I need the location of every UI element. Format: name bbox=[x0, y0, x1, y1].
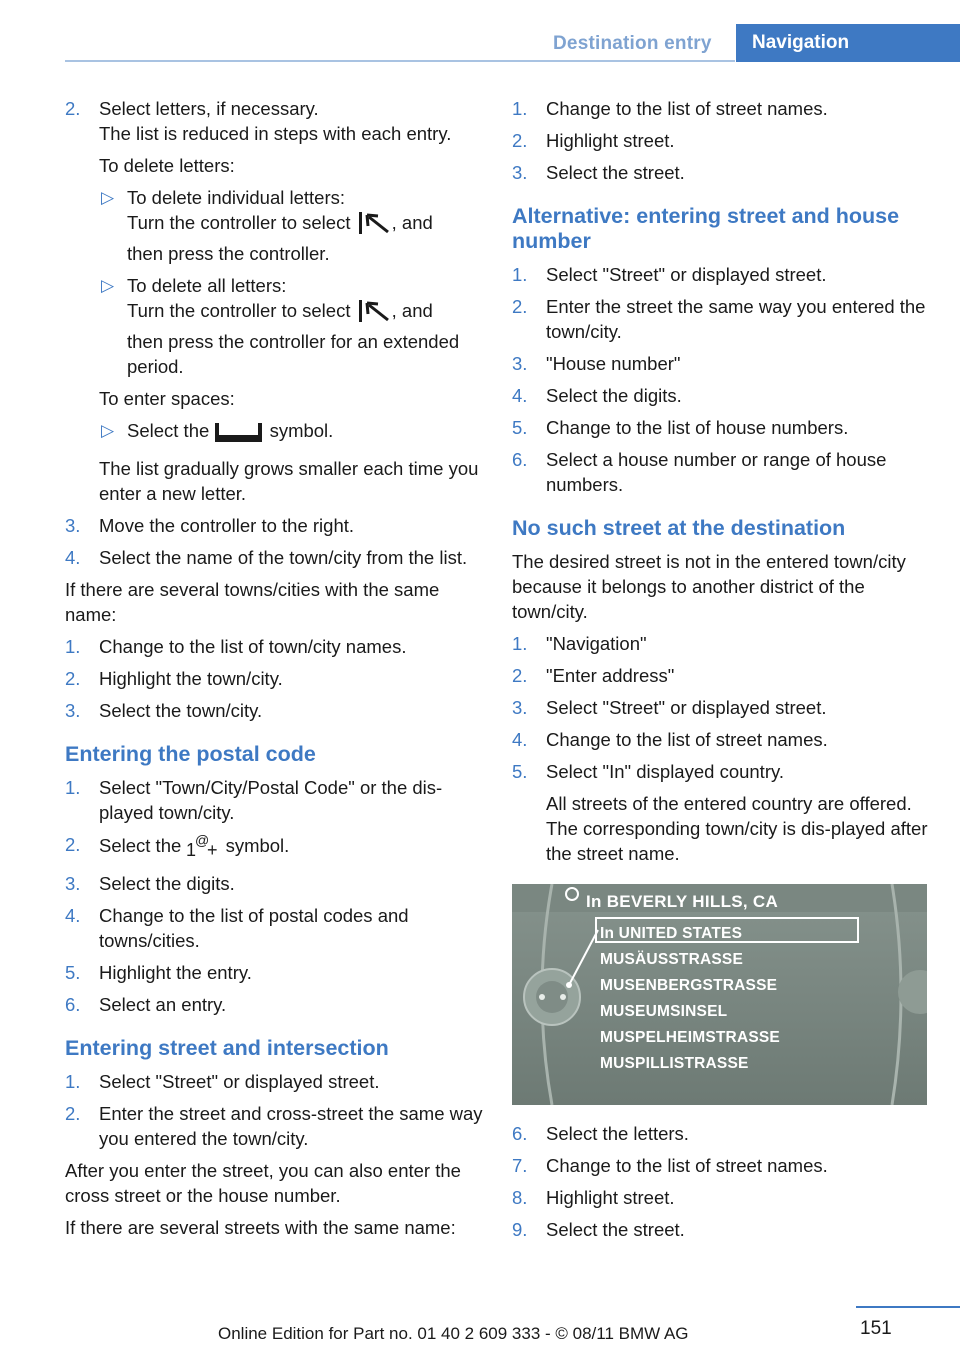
nosuch-steps-list bbox=[512, 631, 932, 784]
step-item bbox=[512, 447, 932, 497]
bullet-text: Turn the controller to select bbox=[127, 300, 351, 321]
step-number: 2. bbox=[65, 668, 81, 689]
left-column bbox=[65, 96, 485, 1247]
step-item bbox=[512, 383, 932, 408]
town-steps-list bbox=[65, 634, 485, 723]
step-number: 1. bbox=[65, 636, 81, 657]
step-text: Select the letters. bbox=[546, 1123, 689, 1144]
backspace-arrow-icon bbox=[356, 299, 392, 329]
step-number: 4. bbox=[512, 385, 528, 406]
step-text: The list is reduced in steps with each entry. bbox=[99, 123, 452, 144]
triangle-bullet-icon: ▷ bbox=[101, 421, 115, 440]
final-steps-list bbox=[512, 1121, 932, 1242]
step-number: 3. bbox=[512, 697, 528, 718]
svg-text:@: @ bbox=[195, 832, 210, 848]
triangle-bullet-icon: ▷ bbox=[101, 276, 115, 295]
step-text: Select the town/city. bbox=[99, 700, 263, 721]
step-text: Change to the list of town/city names. bbox=[99, 636, 407, 657]
footer-edition: Online Edition for Part no. 01 40 2 609 333 - © 08/11 BMW AG bbox=[218, 1324, 689, 1343]
step-number: 5. bbox=[512, 417, 528, 438]
step-number: 3. bbox=[65, 873, 81, 894]
step-text: Change to the list of house numbers. bbox=[546, 417, 849, 438]
step-item bbox=[512, 128, 932, 153]
right-column bbox=[512, 96, 932, 1249]
screen-list-row: In UNITED STATES bbox=[600, 925, 743, 942]
step-item bbox=[512, 351, 932, 376]
step-item bbox=[65, 775, 485, 825]
svg-text:1: 1 bbox=[186, 840, 197, 858]
step-item bbox=[65, 992, 485, 1017]
step-number: 2. bbox=[65, 834, 81, 855]
step-text: Select the bbox=[99, 835, 182, 856]
step-text: Select the street. bbox=[546, 162, 685, 183]
footer-rule bbox=[856, 1306, 960, 1308]
step-text: Change to the list of street names. bbox=[546, 729, 828, 750]
screen-list-row: MUSPILLISTRASSE bbox=[600, 1055, 749, 1072]
step-text: Select letters, if necessary. bbox=[99, 98, 319, 119]
step-item bbox=[65, 871, 485, 896]
screen-title: In BEVERLY HILLS, CA bbox=[586, 892, 779, 911]
step-text: Select the digits. bbox=[546, 385, 682, 406]
step-number: 9. bbox=[512, 1219, 528, 1240]
step-number: 8. bbox=[512, 1187, 528, 1208]
bullet-item bbox=[99, 185, 485, 266]
step-item bbox=[512, 759, 932, 784]
bullet-text: Turn the controller to select bbox=[127, 212, 351, 233]
street-steps-list bbox=[512, 96, 932, 185]
step-number: 2. bbox=[512, 296, 528, 317]
grows-note: The list gradually grows smaller each time you enter a new letter. bbox=[99, 458, 479, 504]
step-item bbox=[65, 1069, 485, 1094]
bullet-text: , and bbox=[391, 212, 433, 233]
screen-list-row: MUSEUMSINSEL bbox=[600, 1003, 728, 1020]
idrive-screen-image bbox=[512, 884, 927, 1105]
spaces-intro: To enter spaces: bbox=[99, 388, 235, 409]
step-item bbox=[512, 96, 932, 121]
header-chapter-label: Navigation bbox=[752, 32, 850, 53]
step-text: "House number" bbox=[546, 353, 681, 374]
step-number: 7. bbox=[512, 1155, 528, 1176]
step-item bbox=[512, 695, 932, 720]
step-item bbox=[512, 631, 932, 656]
step-text: Select a house number or range of house numbers. bbox=[546, 449, 887, 495]
space-bar-icon bbox=[214, 421, 264, 449]
step-number: 1. bbox=[512, 264, 528, 285]
step-item bbox=[65, 545, 485, 570]
step-number: 6. bbox=[512, 449, 528, 470]
screen-street-list bbox=[600, 921, 780, 1077]
step-item bbox=[512, 262, 932, 287]
screen-list-row: MUSENBERGSTRASSE bbox=[600, 977, 778, 994]
step-text: "Enter address" bbox=[546, 665, 675, 686]
step-text: Enter the street the same way you entered the town/city. bbox=[546, 296, 926, 342]
no-such-street-text: The desired street is not in the entered town/city because it belongs to another district of the town/city. bbox=[512, 551, 906, 622]
no-such-street-heading: No such street at the destination bbox=[512, 516, 846, 540]
step-number: 3. bbox=[65, 515, 81, 536]
step-item bbox=[65, 832, 485, 864]
step-text: Highlight the entry. bbox=[99, 962, 252, 983]
step-number: 4. bbox=[65, 547, 81, 568]
backspace-arrow-icon bbox=[356, 211, 392, 241]
step-text: symbol. bbox=[225, 835, 290, 856]
step-text: Move the controller to the right. bbox=[99, 515, 355, 536]
step-item bbox=[512, 1185, 932, 1210]
header-chapter-tab bbox=[736, 24, 960, 62]
step-number: 2. bbox=[65, 98, 81, 119]
svg-text:+: + bbox=[207, 840, 218, 858]
step-number: 6. bbox=[65, 994, 81, 1015]
step-text: Select an entry. bbox=[99, 994, 227, 1015]
step-item bbox=[512, 160, 932, 185]
step-item bbox=[65, 698, 485, 723]
step-number: 6. bbox=[512, 1123, 528, 1144]
step-text: Change to the list of postal codes and towns/cities. bbox=[99, 905, 409, 951]
step-text: Select "Street" or displayed street. bbox=[546, 697, 827, 718]
step-text: Change to the list of street names. bbox=[546, 98, 828, 119]
alternative-heading: Alternative: entering street and house number bbox=[512, 204, 900, 253]
step-item bbox=[512, 294, 932, 344]
bullet-text: then press the controller. bbox=[127, 243, 330, 264]
step-item bbox=[512, 1121, 932, 1146]
step-number: 3. bbox=[512, 162, 528, 183]
step-number: 5. bbox=[65, 962, 81, 983]
postal-steps-list bbox=[65, 871, 485, 1017]
step-item bbox=[512, 1153, 932, 1178]
step-text: Change to the list of street names. bbox=[546, 1155, 828, 1176]
step-item bbox=[65, 634, 485, 659]
intersection-steps-list bbox=[65, 1069, 485, 1151]
step-text: Select "In" displayed country. bbox=[546, 761, 784, 782]
step-text: Highlight the town/city. bbox=[99, 668, 283, 689]
bullet-text: Select the bbox=[127, 420, 210, 441]
step-number: 2. bbox=[512, 665, 528, 686]
step-number: 1. bbox=[512, 633, 528, 654]
several-streets-note: If there are several streets with the same name: bbox=[65, 1217, 456, 1238]
step-item bbox=[65, 96, 485, 146]
page-number: 151 bbox=[860, 1318, 892, 1339]
all-streets-note: All streets of the entered country are offered. The corresponding town/city is dis-played after the street name. bbox=[546, 793, 928, 864]
several-towns-note: If there are several towns/cities with the same name: bbox=[65, 579, 440, 625]
step-number: 4. bbox=[512, 729, 528, 750]
step-text: "Navigation" bbox=[546, 633, 647, 654]
step-item bbox=[512, 727, 932, 752]
step-item bbox=[65, 903, 485, 953]
postal-code-heading: Entering the postal code bbox=[65, 742, 316, 766]
step-text: Select "Town/City/Postal Code" or the dis-played town/city. bbox=[99, 777, 443, 823]
step-number: 1. bbox=[65, 777, 81, 798]
step-number: 1. bbox=[512, 98, 528, 119]
step-number: 1. bbox=[65, 1071, 81, 1092]
step-item bbox=[65, 1101, 485, 1151]
step-text: Enter the street and cross-street the same way you entered the town/city. bbox=[99, 1103, 483, 1149]
step-text: Highlight street. bbox=[546, 130, 675, 151]
intersection-heading: Entering street and intersection bbox=[65, 1036, 389, 1060]
step-number: 3. bbox=[512, 353, 528, 374]
bullet-text: To delete all letters: bbox=[127, 275, 287, 296]
numeric-symbols-icon bbox=[186, 832, 220, 864]
step-item bbox=[65, 666, 485, 691]
step-number: 5. bbox=[512, 761, 528, 782]
screen-list-row: MUSPELHEIMSTRASSE bbox=[600, 1029, 780, 1046]
step-item bbox=[512, 1217, 932, 1242]
bullet-item bbox=[99, 273, 485, 379]
delete-intro: To delete letters: bbox=[99, 155, 235, 176]
bullet-text: To delete individual letters: bbox=[127, 187, 346, 208]
alt-steps-list bbox=[512, 262, 932, 497]
bullet-item bbox=[99, 418, 485, 449]
step-item bbox=[65, 960, 485, 985]
step-item bbox=[512, 415, 932, 440]
step-item bbox=[65, 513, 485, 538]
triangle-bullet-icon: ▷ bbox=[101, 188, 115, 207]
bullet-text: symbol. bbox=[269, 420, 334, 441]
step-text: Select the digits. bbox=[99, 873, 235, 894]
step-text: Select "Street" or displayed street. bbox=[546, 264, 827, 285]
screen-list-row: MUSÄUSSTRASSE bbox=[600, 951, 743, 968]
step-text: Select "Street" or displayed street. bbox=[99, 1071, 380, 1092]
step-text: Select the name of the town/city from the list. bbox=[99, 547, 468, 568]
bullet-text: then press the controller for an extended period. bbox=[127, 331, 460, 377]
step-number: 3. bbox=[65, 700, 81, 721]
step-text: Select the street. bbox=[546, 1219, 685, 1240]
step-number: 4. bbox=[65, 905, 81, 926]
header-section-title: Destination entry bbox=[553, 33, 712, 54]
bullet-text: , and bbox=[391, 300, 433, 321]
step-item bbox=[512, 663, 932, 688]
step-number: 2. bbox=[512, 130, 528, 151]
after-street-note: After you enter the street, you can also enter the cross street or the house number. bbox=[65, 1160, 461, 1206]
header-rule bbox=[65, 60, 735, 62]
step-text: Highlight street. bbox=[546, 1187, 675, 1208]
step-number: 2. bbox=[65, 1103, 81, 1124]
